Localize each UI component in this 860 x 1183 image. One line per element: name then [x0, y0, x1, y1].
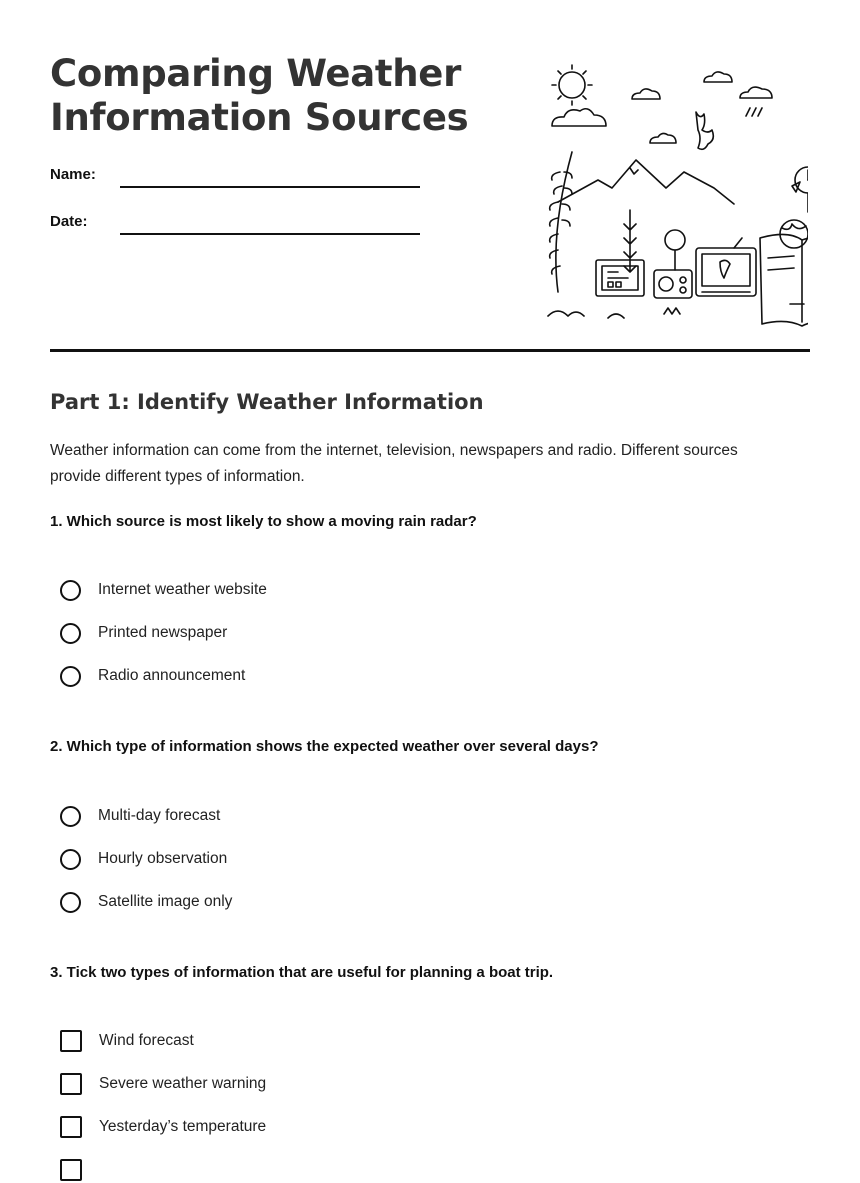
intro-text: Weather information can come from the internet, television, newspapers and radio. Different sources provide different types of information.	[50, 442, 738, 485]
cloud-icon	[740, 87, 772, 98]
q1-option-2[interactable]	[60, 620, 227, 646]
radio-button[interactable]	[60, 666, 81, 687]
question-1: 1. Which source is most likely to show a moving rain radar?	[50, 513, 477, 530]
name-input-line[interactable]	[120, 186, 420, 188]
checkbox[interactable]	[60, 1073, 82, 1095]
section-title: Part 1: Identify Weather Information	[50, 390, 484, 414]
worksheet-header	[50, 52, 810, 332]
question-3: 3. Tick two types of information that are useful for planning a boat trip.	[50, 964, 554, 981]
q2-option-2[interactable]	[60, 846, 227, 872]
bird-icon	[696, 112, 713, 149]
computer-monitor-icon	[596, 260, 644, 296]
option-label: Printed newspaper	[98, 624, 228, 641]
q2-option-1[interactable]	[60, 803, 220, 829]
option-label: Hourly observation	[98, 850, 228, 867]
name-label: Name:	[50, 166, 96, 183]
checkbox[interactable]	[60, 1116, 82, 1138]
weather-sources-illustration-icon	[538, 62, 808, 327]
radio-button[interactable]	[60, 580, 81, 601]
option-label: Severe weather warning	[99, 1075, 267, 1092]
option-label: Yesterday’s temperature	[99, 1118, 267, 1135]
q3-option-3[interactable]	[60, 1114, 266, 1140]
wall-clock-icon	[792, 167, 808, 212]
checkbox[interactable]	[60, 1159, 82, 1181]
date-label: Date:	[50, 213, 88, 230]
newspaper-icon	[760, 234, 808, 326]
ground-icon	[548, 308, 680, 318]
cloud-icon	[650, 133, 676, 143]
q1-option-3[interactable]	[60, 663, 245, 689]
question-2: 2. Which type of information shows the expected weather over several days?	[50, 738, 599, 755]
sun-icon	[552, 65, 592, 105]
cloud-icon	[632, 89, 660, 99]
cloud-icon	[552, 109, 606, 126]
q3-option-2[interactable]	[60, 1071, 266, 1097]
radio-button[interactable]	[60, 623, 81, 644]
mountains-icon	[558, 160, 734, 204]
plant-icon	[624, 210, 636, 272]
title-line-2: Information Sources	[50, 96, 469, 139]
name-field	[50, 166, 96, 183]
option-label: Wind forecast	[99, 1032, 194, 1049]
cloud-icon	[704, 72, 732, 82]
q3-option-1[interactable]	[60, 1028, 194, 1054]
option-label: Internet weather website	[98, 581, 267, 598]
radio-button[interactable]	[60, 892, 81, 913]
date-field	[50, 213, 88, 230]
option-label: Satellite image only	[98, 893, 233, 910]
checkbox[interactable]	[60, 1030, 82, 1052]
title-line-1: Comparing Weather	[50, 52, 462, 95]
rain-icon	[746, 108, 762, 116]
option-label: Multi-day forecast	[98, 807, 221, 824]
q2-option-3[interactable]	[60, 889, 232, 915]
radio-button[interactable]	[60, 806, 81, 827]
q1-option-1[interactable]	[60, 577, 267, 603]
option-label: Radio announcement	[98, 667, 246, 684]
radio-button[interactable]	[60, 849, 81, 870]
television-icon	[696, 238, 756, 296]
radio-icon	[654, 230, 692, 298]
header-divider	[50, 349, 810, 352]
date-input-line[interactable]	[120, 233, 420, 235]
